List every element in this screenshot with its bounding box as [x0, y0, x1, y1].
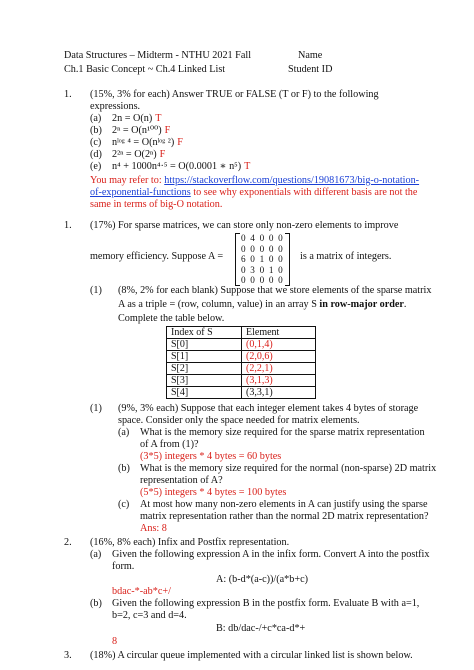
element-cell: (0,1,4)	[242, 339, 316, 351]
index-cell: S[3]	[167, 375, 242, 387]
q1-item-expression	[112, 161, 250, 173]
q2-p2-line1: (9%, 3% each) Suppose that each integer element takes 4 bytes of storage	[118, 403, 419, 414]
q1-refer-line1	[90, 175, 419, 187]
sparse-table	[166, 326, 316, 399]
matrix-row: 6 0 1 0 0	[241, 254, 284, 265]
q2-sub-a-answer: (3*5) integers * 4 bytes = 60 bytes	[140, 451, 282, 462]
q3-b-expression: B: db/dac-/+c*ca-d*+	[216, 623, 306, 634]
q2-p1-line3: Complete the table below.	[118, 313, 225, 324]
matrix-row: 0 0 0 0 0	[241, 275, 284, 286]
stackoverflow-link-continued[interactable]: of-exponential-functions	[90, 187, 191, 198]
q1-item-expression	[112, 137, 183, 149]
q2-number: 1.	[64, 220, 72, 231]
q2-p1-line2-prefix: A as a triple = (row, column, value) in an array S	[118, 299, 317, 310]
q2-text-line1: (17%) For sparse matrices, we can store only non-zero elements to improve	[90, 220, 399, 231]
element-cell: (3,1,3)	[242, 375, 316, 387]
q2-sub-b-line2: representation of A?	[140, 475, 223, 486]
q2-sub-c-line2: matrix representation rather than the normal 2D matrix representation?	[140, 511, 429, 522]
matrix-row: 0 3 0 1 0	[241, 264, 284, 275]
q2-p2-line2: space. Consider only the space needed for matrix elements.	[118, 415, 360, 426]
matrix-rows	[241, 233, 284, 286]
row-major-emphasis: in row-major order	[319, 299, 404, 310]
q3-text: (16%, 8% each) Infix and Postfix representation.	[90, 537, 290, 548]
q1-answer: F	[159, 149, 166, 160]
element-cell: (2,2,1)	[242, 363, 316, 375]
q2-sub-a-line2: of A from (1)?	[140, 439, 199, 450]
q3-a-answer: bdac-*-ab*c+/	[112, 586, 171, 597]
table-row	[167, 339, 316, 351]
q3-number: 2.	[64, 537, 72, 548]
q2-text-line2-suffix: is a matrix of integers.	[300, 251, 392, 262]
q1-item-label: (d)	[90, 149, 102, 160]
element-cell: (2,0,6)	[242, 351, 316, 363]
q2-sub-c-line1: At most how many non-zero elements in A can justify using the sparse	[140, 499, 428, 510]
q1-expression-text: n⁴ + 1000n⁴·⁵ = O(0.0001 ∗ n⁵)	[112, 161, 242, 172]
q1-item-expression	[112, 113, 162, 125]
q2-p1-line2-suffix: .	[403, 299, 407, 310]
sparse-table-header	[167, 327, 316, 339]
q1-item-expression	[112, 149, 165, 161]
q4-text: (18%) A circular queue implemented with a circular linked list is shown below.	[90, 650, 413, 661]
q1-expression-text: 2ⁿ = O(n¹⁰⁰)	[112, 125, 162, 136]
table-row	[167, 363, 316, 375]
index-cell: S[2]	[167, 363, 242, 375]
q1-refer-line3: same in terms of big-O notation.	[90, 199, 223, 210]
matrix-right-bracket	[285, 233, 290, 286]
header-index: Index of S	[167, 327, 242, 339]
q1-text-line1: (15%, 3% for each) Answer TRUE or FALSE (T or F) to the following	[90, 89, 379, 100]
q1-expression-text: nˡᵒᵍ ⁴ = O(nˡᵒᵍ ²)	[112, 137, 175, 148]
chapter-range: Ch.1 Basic Concept ~ Ch.4 Linked List	[64, 64, 226, 75]
q2-sub-a-line1: What is the memory size required for the sparse matrix representation	[140, 427, 425, 438]
q2-sub-b-label: (b)	[118, 463, 130, 474]
q1-answer: F	[164, 125, 171, 136]
q1-refer-prefix: You may refer to:	[90, 175, 162, 186]
q1-answer: T	[155, 113, 162, 124]
q1-expression-text: 2n = O(n)	[112, 113, 153, 124]
matrix-row: 0 0 0 0 0	[241, 243, 284, 254]
element-cell: (3,3,1)	[242, 387, 316, 399]
stackoverflow-link[interactable]: https://stackoverflow.com/questions/19081673/big-o-notation-	[164, 175, 420, 186]
q1-item-label: (b)	[90, 125, 102, 136]
q3-a-expression: A: (b-d*(a-c))/(a*b+c)	[216, 574, 309, 585]
student-id-label: Student ID	[288, 64, 333, 75]
q1-refer-suffix1: to see why exponentials with different basis are not the	[193, 187, 418, 198]
q1-number: 1.	[64, 89, 72, 100]
q2-sub-c-label: (c)	[118, 499, 130, 510]
name-label: Name	[298, 50, 323, 61]
q1-item-label: (a)	[90, 113, 102, 124]
q3-b-answer: 8	[112, 636, 118, 647]
q1-answer: T	[244, 161, 251, 172]
table-row	[167, 351, 316, 363]
table-row	[167, 387, 316, 399]
index-cell: S[0]	[167, 339, 242, 351]
q2-p1-line2	[118, 299, 406, 311]
q2-p2-label: (1)	[90, 403, 102, 414]
exam-title: Data Structures – Midterm - NTHU 2021 Fall	[64, 50, 252, 61]
matrix-left-bracket	[235, 233, 240, 286]
q2-p1-line1: (8%, 2% for each blank) Suppose that we store elements of the sparse matrix	[118, 285, 432, 296]
sparse-table-body	[167, 339, 316, 399]
q3-a-line1: Given the following expression A in the infix form. Convert A into the postfix	[112, 549, 430, 560]
q1-answer: F	[177, 137, 183, 148]
q1-item-expression	[112, 125, 170, 137]
q1-text-line2: expressions.	[90, 101, 141, 112]
q3-a-label: (a)	[90, 549, 102, 560]
index-cell: S[4]	[167, 387, 242, 399]
matrix-a	[241, 233, 284, 286]
q1-item-label: (c)	[90, 137, 102, 148]
q3-b-line1: Given the following expression B in the postfix form. Evaluate B with a=1,	[112, 598, 420, 609]
header-element: Element	[242, 327, 316, 339]
q2-sub-c-answer: Ans: 8	[140, 523, 167, 534]
q3-b-label: (b)	[90, 598, 102, 609]
table-row	[167, 375, 316, 387]
q2-sub-b-answer: (5*5) integers * 4 bytes = 100 bytes	[140, 487, 287, 498]
index-cell: S[1]	[167, 351, 242, 363]
q3-a-line2: form.	[112, 561, 135, 572]
q3-b-line2: b=2, c=3 and d=4.	[112, 610, 187, 621]
q1-refer-line2	[90, 187, 417, 199]
matrix-row: 0 4 0 0 0	[241, 233, 284, 243]
q2-text-line2-prefix: memory efficiency. Suppose A =	[90, 251, 224, 262]
q4-number: 3.	[64, 650, 72, 661]
q2-sub-a-label: (a)	[118, 427, 130, 438]
q1-item-label: (e)	[90, 161, 102, 172]
q2-sub-b-line1: What is the memory size required for the normal (non-sparse) 2D matrix	[140, 463, 437, 474]
q1-expression-text: 2²ⁿ = O(2ⁿ)	[112, 149, 157, 160]
q2-p1-label: (1)	[90, 285, 102, 296]
